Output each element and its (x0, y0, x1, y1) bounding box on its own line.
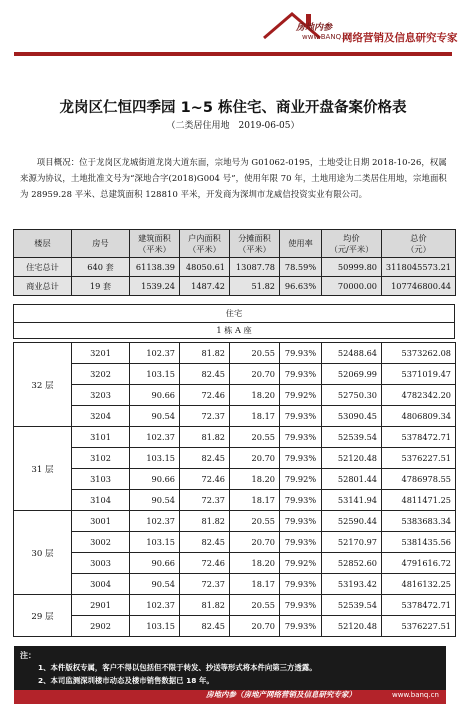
cell-price: 53141.94 (322, 490, 382, 511)
cell-price: 52120.48 (322, 616, 382, 637)
floor-label: 31 层 (14, 427, 72, 511)
cell-built: 102.37 (130, 595, 180, 616)
footnote-item: 2、本司监测深圳楼市动态及楼市销售数据已 18 年。 (38, 676, 214, 685)
cell-shared: 18.17 (230, 406, 280, 427)
cell-price: 52069.99 (322, 364, 382, 385)
cell-inner: 72.37 (180, 406, 230, 427)
summary-shared: 51.82 (230, 277, 280, 296)
logo (262, 8, 458, 50)
col-room: 房号 (72, 230, 130, 258)
page-title: 龙岗区仁恒四季园 1~5 栋住宅、商业开盘备案价格表 (59, 100, 407, 116)
summary-row-commercial (14, 277, 456, 296)
cell-shared: 18.20 (230, 469, 280, 490)
cell-inner: 82.45 (180, 616, 230, 637)
cell-rate: 79.93% (280, 532, 322, 553)
table-row (14, 406, 456, 427)
cell-inner: 81.82 (180, 427, 230, 448)
room-number: 3202 (72, 364, 130, 385)
page-subtitle: （二类居住用地 2019-06-05） (166, 121, 300, 131)
room-number: 3101 (72, 427, 130, 448)
summary-rate: 96.63% (280, 277, 322, 296)
col-unit-price: 均价 （元/平米） (322, 230, 382, 258)
cell-total: 5381435.56 (382, 532, 456, 553)
room-number: 2902 (72, 616, 130, 637)
summary-price: 50999.80 (322, 258, 382, 277)
table-row (14, 616, 456, 637)
section-residential: 住宅 (14, 305, 455, 323)
cell-rate: 79.93% (280, 406, 322, 427)
summary-inner: 48050.61 (180, 258, 230, 277)
cell-total: 5378472.71 (382, 427, 456, 448)
table-row (14, 427, 456, 448)
cell-rate: 79.93% (280, 511, 322, 532)
room-number: 2901 (72, 595, 130, 616)
cell-price: 53193.42 (322, 574, 382, 595)
cell-inner: 81.82 (180, 595, 230, 616)
cell-total: 4782342.20 (382, 385, 456, 406)
cell-total: 5373262.08 (382, 343, 456, 364)
cell-rate: 79.92% (280, 469, 322, 490)
table-row (14, 553, 456, 574)
section-building: 1 栋 A 座 (14, 323, 455, 339)
cell-total: 4816132.25 (382, 574, 456, 595)
summary-built: 1539.24 (130, 277, 180, 296)
room-number: 3002 (72, 532, 130, 553)
cell-built: 90.54 (130, 574, 180, 595)
footer-brand: 房地内参（房地产网络营销及信息研究专家） (206, 690, 356, 699)
cell-price: 52590.44 (322, 511, 382, 532)
summary-count: 19 套 (72, 277, 130, 296)
cell-inner: 82.45 (180, 448, 230, 469)
cell-shared: 20.70 (230, 364, 280, 385)
cell-rate: 79.93% (280, 448, 322, 469)
logo-slogan: 网络营销及信息研究专家 (342, 32, 458, 44)
table-row (14, 595, 456, 616)
room-number: 3204 (72, 406, 130, 427)
cell-price: 52539.54 (322, 595, 382, 616)
summary-table (13, 229, 456, 296)
floor-label: 30 层 (14, 511, 72, 595)
cell-shared: 20.70 (230, 532, 280, 553)
cell-inner: 72.46 (180, 385, 230, 406)
cell-rate: 79.92% (280, 385, 322, 406)
cell-built: 103.15 (130, 448, 180, 469)
cell-inner: 82.45 (180, 364, 230, 385)
cell-rate: 79.93% (280, 595, 322, 616)
cell-total: 5378472.71 (382, 595, 456, 616)
cell-shared: 18.17 (230, 490, 280, 511)
cell-shared: 20.55 (230, 595, 280, 616)
summary-row-residential (14, 258, 456, 277)
summary-inner: 1487.42 (180, 277, 230, 296)
cell-built: 90.66 (130, 385, 180, 406)
cell-built: 90.54 (130, 490, 180, 511)
cell-price: 52120.48 (322, 448, 382, 469)
col-usage-rate: 使用率 (280, 230, 322, 258)
col-built-area: 建筑面积 （平米） (130, 230, 180, 258)
summary-built: 61138.39 (130, 258, 180, 277)
cell-shared: 18.17 (230, 574, 280, 595)
cell-built: 102.37 (130, 427, 180, 448)
table-row (14, 532, 456, 553)
room-number: 3103 (72, 469, 130, 490)
table-row (14, 364, 456, 385)
cell-total: 4806809.34 (382, 406, 456, 427)
cell-inner: 81.82 (180, 511, 230, 532)
col-total-price: 总价 （元） (382, 230, 456, 258)
cell-shared: 20.55 (230, 343, 280, 364)
cell-price: 52488.64 (322, 343, 382, 364)
cell-rate: 79.93% (280, 490, 322, 511)
cell-rate: 79.93% (280, 427, 322, 448)
cell-total: 5371019.47 (382, 364, 456, 385)
summary-count: 640 套 (72, 258, 130, 277)
cell-shared: 20.70 (230, 448, 280, 469)
summary-total: 3118045573.21 (382, 258, 456, 277)
footnote-item: 1、本件版权专属，客户不得以包括但不限于转发、抄送等形式将本件向第三方透露。 (38, 663, 317, 672)
logo-brand: 房地内参 (296, 23, 333, 33)
summary-total: 107746800.44 (382, 277, 456, 296)
cell-total: 5376227.51 (382, 448, 456, 469)
room-number: 3003 (72, 553, 130, 574)
project-overview: 项目概况：位于龙岗区龙城街道龙岗大道东面，宗地号为 G01062-0195，土地受让日期 2018-10-26，权属来源为协议，土地批准文号为“深地合字(2018)G004 号”，使用年限 70 年，土地用途为二类居住用地，宗地面积为 28959.28 平米、总建筑面积 128810 平米，开发商为深圳市龙威信投资实业有限公司。 (20, 157, 447, 199)
cell-rate: 79.93% (280, 616, 322, 637)
floor-label: 32 层 (14, 343, 72, 427)
cell-price: 52539.54 (322, 427, 382, 448)
summary-label: 住宅总计 (14, 258, 72, 277)
cell-built: 103.15 (130, 616, 180, 637)
cell-total: 4811471.25 (382, 490, 456, 511)
cell-inner: 72.46 (180, 553, 230, 574)
table-row (14, 343, 456, 364)
summary-shared: 13087.78 (230, 258, 280, 277)
cell-total: 5376227.51 (382, 616, 456, 637)
floor-label: 29 层 (14, 595, 72, 637)
room-number: 3104 (72, 490, 130, 511)
cell-built: 90.54 (130, 406, 180, 427)
cell-total: 4791616.72 (382, 553, 456, 574)
footer-url: www.banq.cn (392, 691, 439, 699)
table-row (14, 469, 456, 490)
summary-rate: 78.59% (280, 258, 322, 277)
cell-shared: 20.70 (230, 616, 280, 637)
cell-price: 52801.44 (322, 469, 382, 490)
cell-shared: 18.20 (230, 553, 280, 574)
cell-price: 52170.97 (322, 532, 382, 553)
cell-rate: 79.93% (280, 364, 322, 385)
table-header-row (14, 230, 456, 258)
cell-price: 53090.45 (322, 406, 382, 427)
cell-built: 103.15 (130, 532, 180, 553)
cell-built: 103.15 (130, 364, 180, 385)
cell-built: 102.37 (130, 343, 180, 364)
cell-inner: 72.46 (180, 469, 230, 490)
cell-price: 52750.30 (322, 385, 382, 406)
cell-built: 102.37 (130, 511, 180, 532)
cell-rate: 79.93% (280, 343, 322, 364)
table-row (14, 574, 456, 595)
room-number: 3001 (72, 511, 130, 532)
cell-shared: 18.20 (230, 385, 280, 406)
cell-total: 5383683.34 (382, 511, 456, 532)
cell-inner: 72.37 (180, 490, 230, 511)
header-divider (14, 52, 452, 56)
section-headers (13, 304, 455, 339)
table-row (14, 490, 456, 511)
cell-built: 90.66 (130, 553, 180, 574)
cell-price: 52852.60 (322, 553, 382, 574)
summary-price: 70000.00 (322, 277, 382, 296)
room-number: 3004 (72, 574, 130, 595)
room-number: 3203 (72, 385, 130, 406)
logo-url: www.BANQ.cn (302, 33, 352, 41)
cell-shared: 20.55 (230, 511, 280, 532)
col-inner-area: 户内面积 （平米） (180, 230, 230, 258)
cell-inner: 82.45 (180, 532, 230, 553)
table-row (14, 385, 456, 406)
col-shared-area: 分摊面积 （平米） (230, 230, 280, 258)
cell-built: 90.66 (130, 469, 180, 490)
table-row (14, 448, 456, 469)
cell-total: 4786978.55 (382, 469, 456, 490)
footnote-title: 注： (20, 651, 36, 660)
cell-rate: 79.92% (280, 553, 322, 574)
cell-inner: 81.82 (180, 343, 230, 364)
cell-shared: 20.55 (230, 427, 280, 448)
cell-inner: 72.37 (180, 574, 230, 595)
price-table (13, 342, 456, 637)
room-number: 3102 (72, 448, 130, 469)
table-row (14, 511, 456, 532)
cell-rate: 79.93% (280, 574, 322, 595)
room-number: 3201 (72, 343, 130, 364)
summary-label: 商业总计 (14, 277, 72, 296)
col-floor: 楼层 (14, 230, 72, 258)
